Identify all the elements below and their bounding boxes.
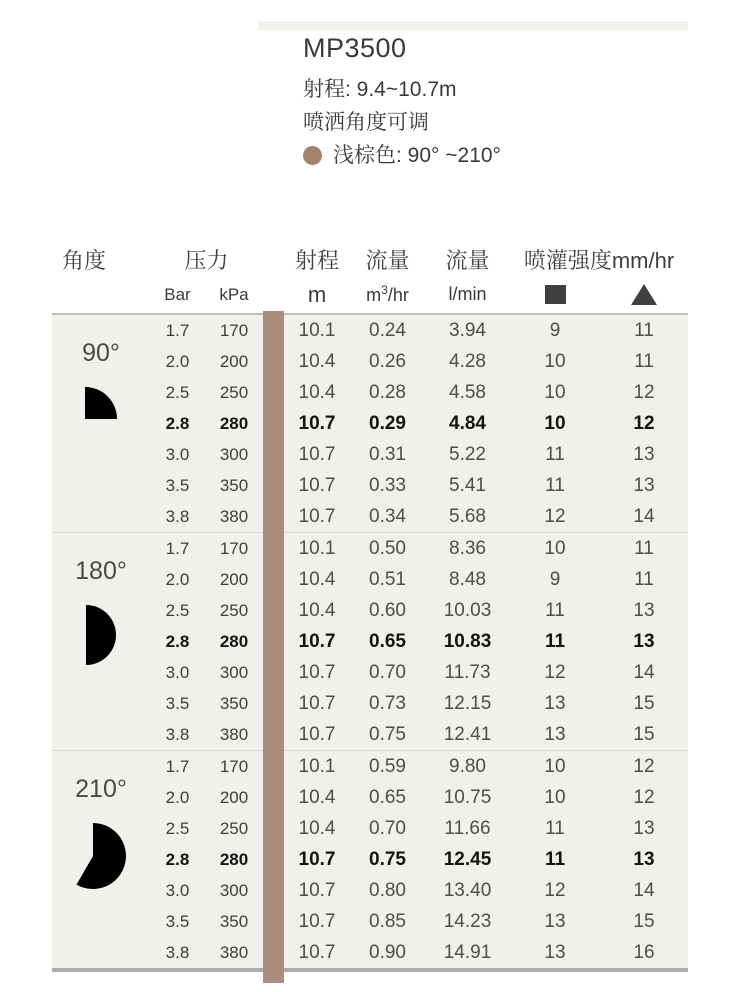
table-row [150, 782, 688, 813]
cell-tri: 11 [634, 537, 654, 559]
cell-bar: 3.5 [165, 475, 190, 495]
product-intro [303, 33, 501, 172]
header-unit-bar: Bar [164, 284, 191, 304]
cell-tri: 13 [633, 474, 655, 496]
color-legend-label: 浅棕色: 90° ~210° [333, 144, 501, 167]
cell-lmin: 12.45 [443, 848, 492, 870]
cell-tri: 13 [633, 630, 655, 652]
cell-lmin: 5.22 [449, 443, 486, 465]
cell-m3hr: 0.29 [369, 412, 406, 434]
cell-m3hr: 0.75 [369, 848, 406, 870]
cell-m3hr: 0.51 [369, 568, 406, 590]
cell-sq: 13 [544, 723, 566, 745]
angle-cell-180 [52, 533, 150, 750]
rows-180 [150, 533, 688, 750]
cell-sq: 12 [544, 661, 566, 683]
cell-m3hr: 0.50 [369, 537, 406, 559]
cell-bar: 3.0 [165, 880, 190, 900]
cell-m: 10.7 [298, 879, 336, 901]
table-row [150, 315, 688, 346]
angle-cell-210 [52, 751, 150, 968]
cell-bar: 2.5 [165, 600, 190, 620]
angle-group-210 [52, 750, 688, 968]
cell-kpa: 250 [219, 818, 249, 838]
cell-lmin: 13.40 [443, 879, 492, 901]
cell-m3hr: 0.24 [369, 319, 406, 341]
cell-kpa: 200 [219, 351, 249, 371]
header-unit-m: m [307, 281, 327, 307]
cell-lmin: 12.41 [443, 723, 492, 745]
cell-lmin: 10.75 [443, 786, 492, 808]
cell-lmin: 8.48 [449, 568, 486, 590]
cell-kpa: 250 [219, 382, 249, 402]
cell-sq: 10 [544, 537, 566, 559]
cell-bar: 2.0 [165, 787, 190, 807]
color-legend [303, 139, 501, 172]
cell-bar: 2.8 [165, 849, 190, 869]
cell-sq: 11 [545, 443, 565, 465]
cell-sq: 13 [544, 692, 566, 714]
cell-tri: 12 [633, 412, 655, 434]
table-row [150, 875, 688, 906]
cell-m: 10.4 [298, 786, 336, 808]
header-angle: 角度 [62, 247, 107, 273]
cell-bar: 2.0 [165, 569, 190, 589]
cell-sq: 13 [544, 941, 566, 963]
cell-tri: 11 [634, 319, 654, 341]
brown-divider-stripe [263, 311, 284, 983]
angle-cell-90 [52, 315, 150, 532]
angle-label-210: 210° [75, 775, 127, 803]
cell-kpa: 200 [219, 787, 249, 807]
cell-tri: 13 [633, 443, 655, 465]
cell-sq: 13 [544, 910, 566, 932]
table-row [150, 719, 688, 750]
cell-m: 10.7 [298, 474, 336, 496]
cell-bar: 1.7 [165, 756, 190, 776]
table-row [150, 751, 688, 782]
cell-m3hr: 0.70 [369, 817, 406, 839]
cell-lmin: 4.58 [449, 381, 486, 403]
header-unit-kpa: kPa [219, 284, 249, 304]
cell-bar: 2.5 [165, 818, 190, 838]
cell-m: 10.7 [298, 505, 336, 527]
table-row [150, 844, 688, 875]
header-precipitation-intensity: 喷灌强度mm/hr [523, 247, 675, 273]
cell-lmin: 12.15 [443, 692, 492, 714]
cell-lmin: 4.84 [449, 412, 486, 434]
cell-bar: 1.7 [165, 320, 190, 340]
top-accent-bar [258, 21, 688, 30]
cell-m: 10.1 [298, 755, 336, 777]
header-radius: 射程 [294, 247, 339, 273]
cell-m: 10.7 [298, 630, 336, 652]
cell-tri: 14 [633, 505, 655, 527]
cell-bar: 3.0 [165, 444, 190, 464]
table-row [150, 813, 688, 844]
cell-m: 10.4 [298, 599, 336, 621]
cell-bar: 3.5 [165, 693, 190, 713]
cell-m: 10.7 [298, 723, 336, 745]
cell-tri: 14 [633, 661, 655, 683]
cell-sq: 10 [544, 381, 566, 403]
square-pattern-icon [510, 285, 600, 304]
cell-tri: 12 [633, 786, 655, 808]
angle-group-180 [52, 532, 688, 750]
cell-m3hr: 0.28 [369, 381, 406, 403]
cell-bar: 2.8 [165, 413, 190, 433]
table-row [150, 533, 688, 564]
table-row [150, 501, 688, 532]
cell-m: 10.4 [298, 381, 336, 403]
angle-label-90: 90° [82, 339, 120, 367]
cell-m: 10.7 [298, 848, 336, 870]
cell-sq: 11 [544, 848, 566, 870]
cell-tri: 12 [633, 755, 655, 777]
table-header-row-1 [52, 242, 688, 276]
cell-bar: 1.7 [165, 538, 190, 558]
table-header-row-2 [52, 276, 688, 313]
header-unit-m3hr: $m^3/hr$ [366, 283, 409, 305]
cell-lmin: 14.23 [443, 910, 492, 932]
cell-kpa: 280 [219, 849, 249, 869]
cell-m3hr: 0.60 [369, 599, 406, 621]
cell-tri: 15 [633, 723, 655, 745]
cell-lmin: 5.41 [449, 474, 486, 496]
spec-table [52, 242, 688, 972]
cell-bar: 3.8 [165, 942, 190, 962]
cell-m3hr: 0.26 [369, 350, 406, 372]
cell-sq: 9 [549, 568, 561, 590]
cell-m3hr: 0.33 [369, 474, 406, 496]
cell-kpa: 350 [219, 693, 249, 713]
cell-bar: 3.0 [165, 662, 190, 682]
header-unit-lmin: l/min [448, 284, 487, 304]
cell-lmin: 14.91 [443, 941, 492, 963]
cell-lmin: 10.03 [443, 599, 492, 621]
cell-m: 10.1 [298, 319, 336, 341]
cell-sq: 12 [544, 879, 566, 901]
cell-m: 10.4 [298, 350, 336, 372]
cell-m: 10.7 [298, 661, 336, 683]
cell-tri: 11 [634, 350, 654, 372]
cell-m: 10.4 [298, 817, 336, 839]
cell-lmin: 11.66 [444, 817, 491, 839]
cell-tri: 16 [633, 941, 655, 963]
table-row [150, 408, 688, 439]
table-row [150, 470, 688, 501]
cell-bar: 2.8 [165, 631, 190, 651]
angle-adjustable-line: 喷洒角度可调 [303, 111, 429, 134]
cell-m3hr: 0.75 [369, 723, 406, 745]
cell-sq: 11 [545, 817, 565, 839]
cell-bar: 3.8 [165, 506, 190, 526]
cell-bar: 2.0 [165, 351, 190, 371]
cell-m: 10.7 [298, 941, 336, 963]
cell-kpa: 200 [219, 569, 249, 589]
table-row [150, 439, 688, 470]
cell-bar: 3.8 [165, 724, 190, 744]
cell-m3hr: 0.65 [369, 630, 406, 652]
cell-kpa: 380 [219, 724, 249, 744]
cell-lmin: 11.73 [444, 661, 491, 683]
cell-lmin: 8.36 [449, 537, 486, 559]
cell-sq: 10 [544, 350, 566, 372]
cell-sq: 12 [544, 505, 566, 527]
cell-m3hr: 0.59 [369, 755, 406, 777]
cell-bar: 3.5 [165, 911, 190, 931]
table-row [150, 688, 688, 719]
cell-kpa: 300 [219, 444, 249, 464]
table-row [150, 595, 688, 626]
cell-sq: 11 [545, 599, 565, 621]
rows-90 [150, 315, 688, 532]
cell-m3hr: 0.85 [369, 910, 406, 932]
cell-lmin: 3.94 [449, 319, 486, 341]
cell-kpa: 280 [219, 631, 249, 651]
cell-tri: 13 [633, 848, 655, 870]
cell-m: 10.7 [298, 910, 336, 932]
cell-kpa: 170 [219, 320, 249, 340]
cell-tri: 11 [634, 568, 654, 590]
cell-m: 10.7 [298, 412, 336, 434]
header-pressure: 压力 [184, 247, 229, 273]
cell-kpa: 380 [219, 506, 249, 526]
cell-lmin: 9.80 [449, 755, 486, 777]
cell-kpa: 170 [219, 756, 249, 776]
triangle-pattern-icon [600, 284, 688, 305]
table-row [150, 657, 688, 688]
table-row [150, 937, 688, 968]
cell-kpa: 280 [219, 413, 249, 433]
header-flow-m3hr: 流量 [365, 247, 410, 273]
cell-m: 10.1 [298, 537, 336, 559]
product-title: MP3500 [303, 33, 407, 63]
cell-sq: 10 [544, 786, 566, 808]
sector-210-icon [76, 822, 127, 890]
table-row [150, 626, 688, 657]
sector-180-icon [85, 604, 117, 666]
cell-lmin: 10.83 [443, 630, 492, 652]
cell-kpa: 350 [219, 911, 249, 931]
cell-tri: 14 [633, 879, 655, 901]
cell-m: 10.7 [298, 443, 336, 465]
cell-m: 10.4 [298, 568, 336, 590]
cell-m: 10.7 [298, 692, 336, 714]
cell-m3hr: 0.70 [369, 661, 406, 683]
cell-sq: 11 [545, 474, 565, 496]
cell-bar: 2.5 [165, 382, 190, 402]
cell-kpa: 300 [219, 880, 249, 900]
table-row [150, 346, 688, 377]
cell-kpa: 350 [219, 475, 249, 495]
angle-group-90 [52, 315, 688, 532]
cell-m3hr: 0.31 [369, 443, 406, 465]
cell-tri: 13 [633, 599, 655, 621]
cell-tri: 12 [633, 381, 655, 403]
table-row [150, 564, 688, 595]
cell-sq: 11 [544, 630, 566, 652]
cell-kpa: 250 [219, 600, 249, 620]
sector-90-icon [84, 386, 118, 420]
cell-m3hr: 0.90 [369, 941, 406, 963]
table-row [150, 906, 688, 937]
cell-kpa: 380 [219, 942, 249, 962]
cell-kpa: 170 [219, 538, 249, 558]
cell-m3hr: 0.80 [369, 879, 406, 901]
cell-tri: 15 [633, 910, 655, 932]
cell-kpa: 300 [219, 662, 249, 682]
range-line: 射程: 9.4~10.7m [303, 78, 457, 101]
brown-dot-icon [303, 146, 322, 165]
cell-sq: 10 [544, 412, 566, 434]
cell-sq: 9 [549, 319, 561, 341]
cell-sq: 10 [544, 755, 566, 777]
cell-m3hr: 0.34 [369, 505, 406, 527]
header-flow-lmin: 流量 [445, 247, 490, 273]
cell-m3hr: 0.65 [369, 786, 406, 808]
table-row [150, 377, 688, 408]
angle-label-180: 180° [75, 557, 127, 585]
rows-210 [150, 751, 688, 968]
cell-tri: 15 [633, 692, 655, 714]
table-body [52, 313, 688, 972]
cell-tri: 13 [633, 817, 655, 839]
cell-m3hr: 0.73 [369, 692, 406, 714]
cell-lmin: 4.28 [449, 350, 486, 372]
cell-lmin: 5.68 [449, 505, 486, 527]
